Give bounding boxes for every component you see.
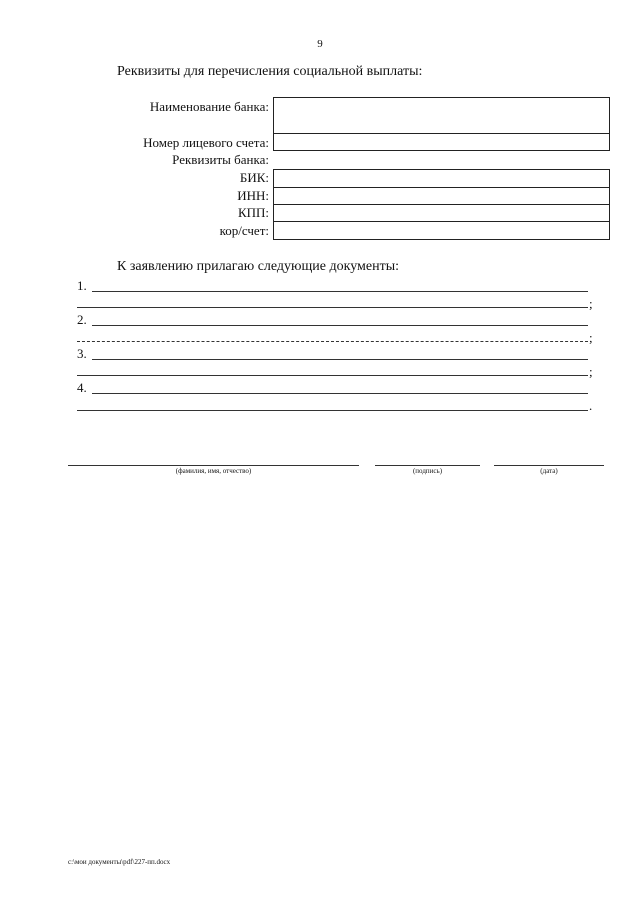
kpp-field[interactable] bbox=[273, 204, 610, 222]
account-number-label: Номер лицевого счета: bbox=[143, 135, 269, 150]
bik-field[interactable] bbox=[273, 169, 610, 188]
requisites-title: Реквизиты для перечисления социальной выплаты: bbox=[117, 64, 423, 79]
document-item-end: . bbox=[589, 398, 593, 413]
bank-name-field[interactable] bbox=[273, 97, 610, 134]
full-name-caption: (фамилия, имя, отчество) bbox=[175, 467, 252, 475]
inn-label: ИНН: bbox=[237, 188, 269, 203]
document-item-end: ; bbox=[589, 364, 593, 379]
document-item-end: ; bbox=[589, 296, 593, 311]
inn-field[interactable] bbox=[273, 187, 610, 205]
file-path-footer: c:\мои документы\pdf\227-пп.docx bbox=[68, 858, 171, 866]
document-item-number: 1. bbox=[77, 278, 87, 293]
bank-details-label: Реквизиты банка: bbox=[172, 152, 269, 167]
document-line[interactable] bbox=[92, 393, 588, 394]
signature-caption: (подпись) bbox=[412, 467, 443, 475]
document-line[interactable] bbox=[77, 410, 588, 411]
bank-name-label: Наименование банка: bbox=[149, 99, 269, 114]
document-line[interactable] bbox=[77, 375, 588, 376]
document-line[interactable] bbox=[92, 291, 588, 292]
bik-label: БИК: bbox=[239, 170, 269, 185]
document-line[interactable] bbox=[77, 307, 588, 308]
document-line[interactable] bbox=[77, 341, 588, 342]
document-item-number: 2. bbox=[77, 312, 87, 327]
document-item-end: ; bbox=[589, 330, 593, 345]
corr-account-label: кор/счет: bbox=[219, 223, 269, 238]
documents-title: К заявлению прилагаю следующие документы: bbox=[117, 259, 400, 274]
signature-line[interactable] bbox=[375, 465, 480, 466]
full-name-line[interactable] bbox=[68, 465, 359, 466]
account-number-field[interactable] bbox=[273, 133, 610, 151]
page-number: 9 bbox=[317, 38, 323, 50]
date-caption: (дата) bbox=[540, 467, 558, 475]
document-line[interactable] bbox=[92, 359, 588, 360]
document-item-number: 3. bbox=[77, 346, 87, 361]
kpp-label: КПП: bbox=[237, 205, 269, 220]
document-line[interactable] bbox=[92, 325, 588, 326]
document-item-number: 4. bbox=[77, 380, 87, 395]
date-line[interactable] bbox=[494, 465, 604, 466]
corr-account-field[interactable] bbox=[273, 221, 610, 240]
